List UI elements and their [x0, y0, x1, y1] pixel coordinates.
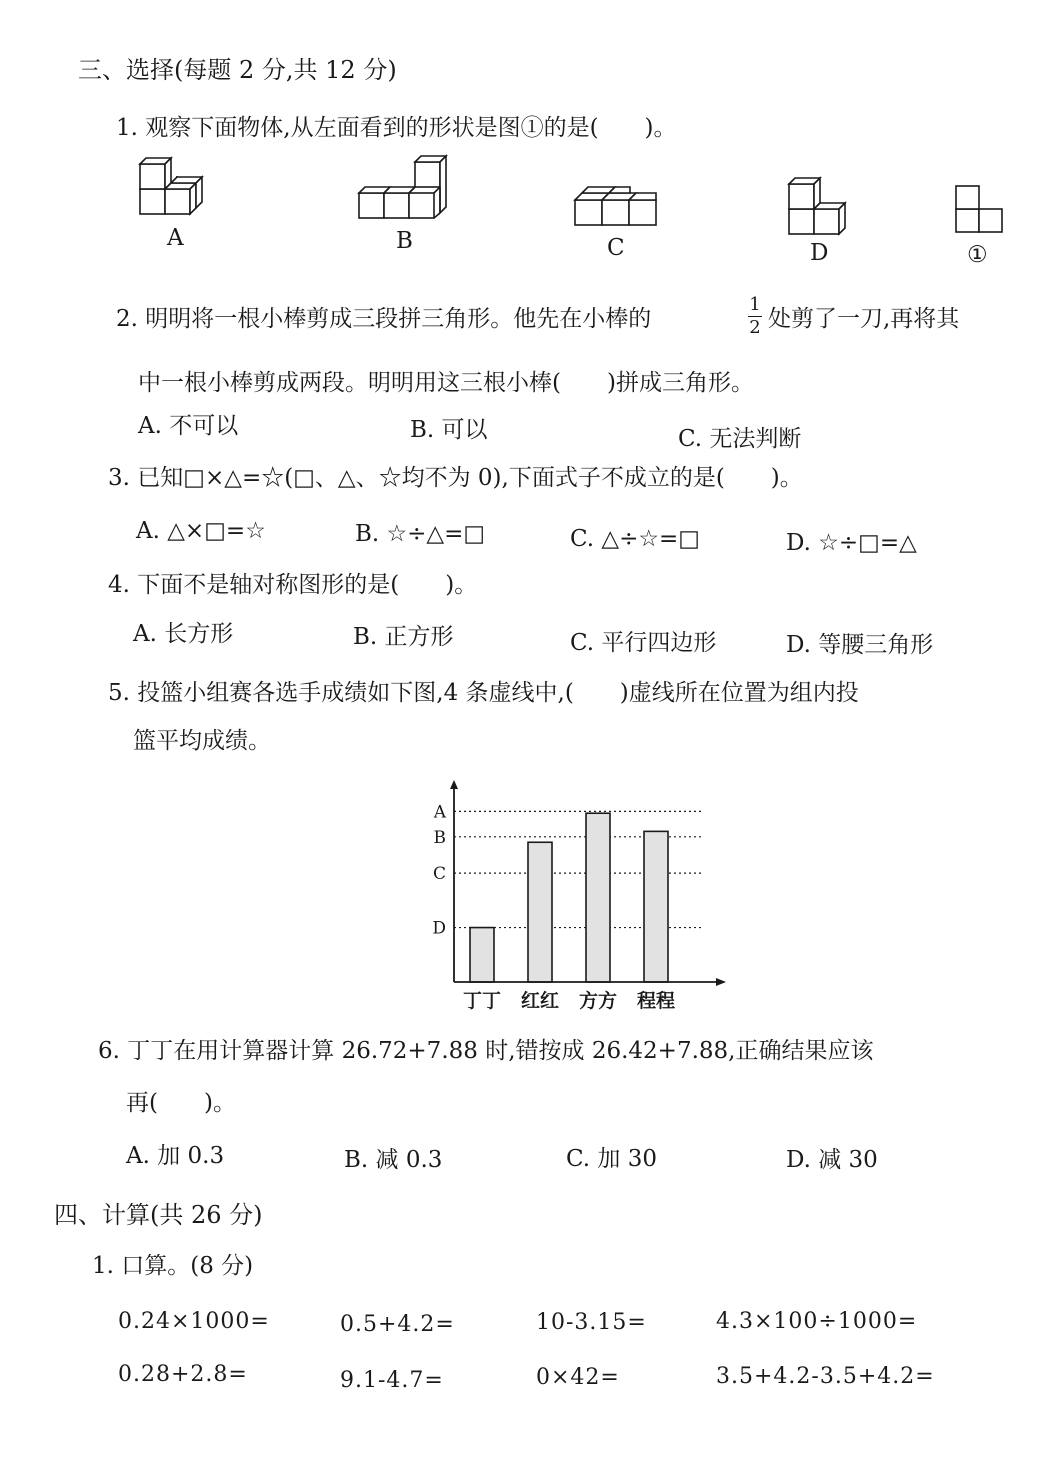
question-4-option-b: B. 正方形 — [353, 624, 454, 650]
question-4-option-a: A. 长方形 — [133, 621, 234, 647]
view-figure-1 — [954, 184, 1004, 234]
question-2-option-a: A. 不可以 — [138, 413, 239, 439]
question-2-line1b: 处剪了一刀,再将其 — [768, 306, 960, 332]
reference-label-c: C — [432, 864, 446, 885]
question-2-option-b: B. 可以 — [410, 417, 488, 443]
cube-figure-b — [356, 155, 456, 221]
question-6-option-c: C. 加 30 — [566, 1146, 657, 1172]
calc-item: 0.24×1000= — [118, 1309, 270, 1334]
question-3-option-a: A. △×□=☆ — [136, 518, 266, 544]
question-3-text: 3. 已知□×△=☆(□、△、☆均不为 0),下面式子不成立的是( )。 — [108, 465, 803, 491]
x-tick-label: 丁丁 — [462, 990, 502, 1012]
question-6-line2: 再( )。 — [126, 1090, 236, 1116]
x-tick-label: 程程 — [636, 990, 676, 1012]
bar-1 — [528, 842, 552, 982]
x-tick-label: 方方 — [578, 990, 618, 1012]
question-1-text: 1. 观察下面物体,从左面看到的形状是图①的是( )。 — [116, 115, 677, 141]
y-axis-arrow — [450, 780, 458, 789]
fraction-numerator: 1 — [749, 294, 761, 315]
section-4-title: 四、计算(共 26 分) — [54, 1201, 263, 1229]
figure-label-1: ① — [967, 242, 988, 268]
cube-figure-c — [572, 183, 662, 229]
bar-3 — [644, 831, 668, 982]
question-6-option-d: D. 减 30 — [786, 1147, 878, 1173]
question-4-text: 4. 下面不是轴对称图形的是( )。 — [108, 572, 478, 598]
question-6-option-a: A. 加 0.3 — [126, 1143, 225, 1169]
bar-2 — [586, 813, 610, 982]
calc-q1-title: 1. 口算。(8 分) — [92, 1253, 254, 1279]
calc-item: 0×42= — [536, 1365, 620, 1390]
bar-0 — [470, 928, 494, 982]
x-tick-label: 红红 — [520, 990, 560, 1012]
fraction-one-half — [747, 296, 763, 337]
question-5-line2: 篮平均成绩。 — [133, 728, 271, 754]
question-2-line2: 中一根小棒剪成两段。明明用这三根小棒( )拼成三角形。 — [138, 370, 754, 396]
calc-item: 4.3×100÷1000= — [716, 1309, 918, 1334]
figure-label-d: D — [810, 240, 829, 266]
figure-label-a: A — [167, 225, 184, 251]
cube-figure-a — [136, 156, 216, 218]
question-3-option-b: B. ☆÷△=□ — [355, 521, 486, 547]
question-2-line1a: 2. 明明将一根小棒剪成三段拼三角形。他先在小棒的 — [116, 306, 652, 332]
reference-label-d: D — [432, 918, 446, 939]
question-4-option-c: C. 平行四边形 — [570, 630, 717, 656]
reference-label-b: B — [433, 827, 446, 848]
figure-label-c: C — [607, 235, 625, 261]
section-3-title: 三、选择(每题 2 分,共 12 分) — [78, 56, 397, 84]
calc-item: 0.28+2.8= — [118, 1362, 248, 1387]
fraction-denominator: 2 — [749, 317, 761, 338]
question-2-option-c: C. 无法判断 — [678, 426, 802, 452]
calc-item: 10-3.15= — [536, 1310, 647, 1335]
question-6-option-b: B. 减 0.3 — [344, 1147, 443, 1173]
figure-label-b: B — [396, 228, 413, 254]
x-axis-arrow — [716, 978, 726, 986]
calc-item: 3.5+4.2-3.5+4.2= — [716, 1364, 935, 1389]
question-3-option-c: C. △÷☆=□ — [570, 526, 700, 552]
question-5-line1: 5. 投篮小组赛各选手成绩如下图,4 条虚线中,( )虚线所在位置为组内投 — [108, 680, 859, 706]
basketball-score-chart — [420, 780, 710, 1015]
question-4-option-d: D. 等腰三角形 — [786, 632, 934, 658]
question-3-option-d: D. ☆÷□=△ — [786, 530, 917, 556]
question-6-line1: 6. 丁丁在用计算器计算 26.72+7.88 时,错按成 26.42+7.88,正确结果应该 — [98, 1038, 874, 1064]
cube-figure-d — [786, 175, 852, 239]
reference-label-a: A — [433, 802, 446, 823]
calc-item: 0.5+4.2= — [340, 1312, 455, 1337]
calc-item: 9.1-4.7= — [340, 1368, 444, 1393]
